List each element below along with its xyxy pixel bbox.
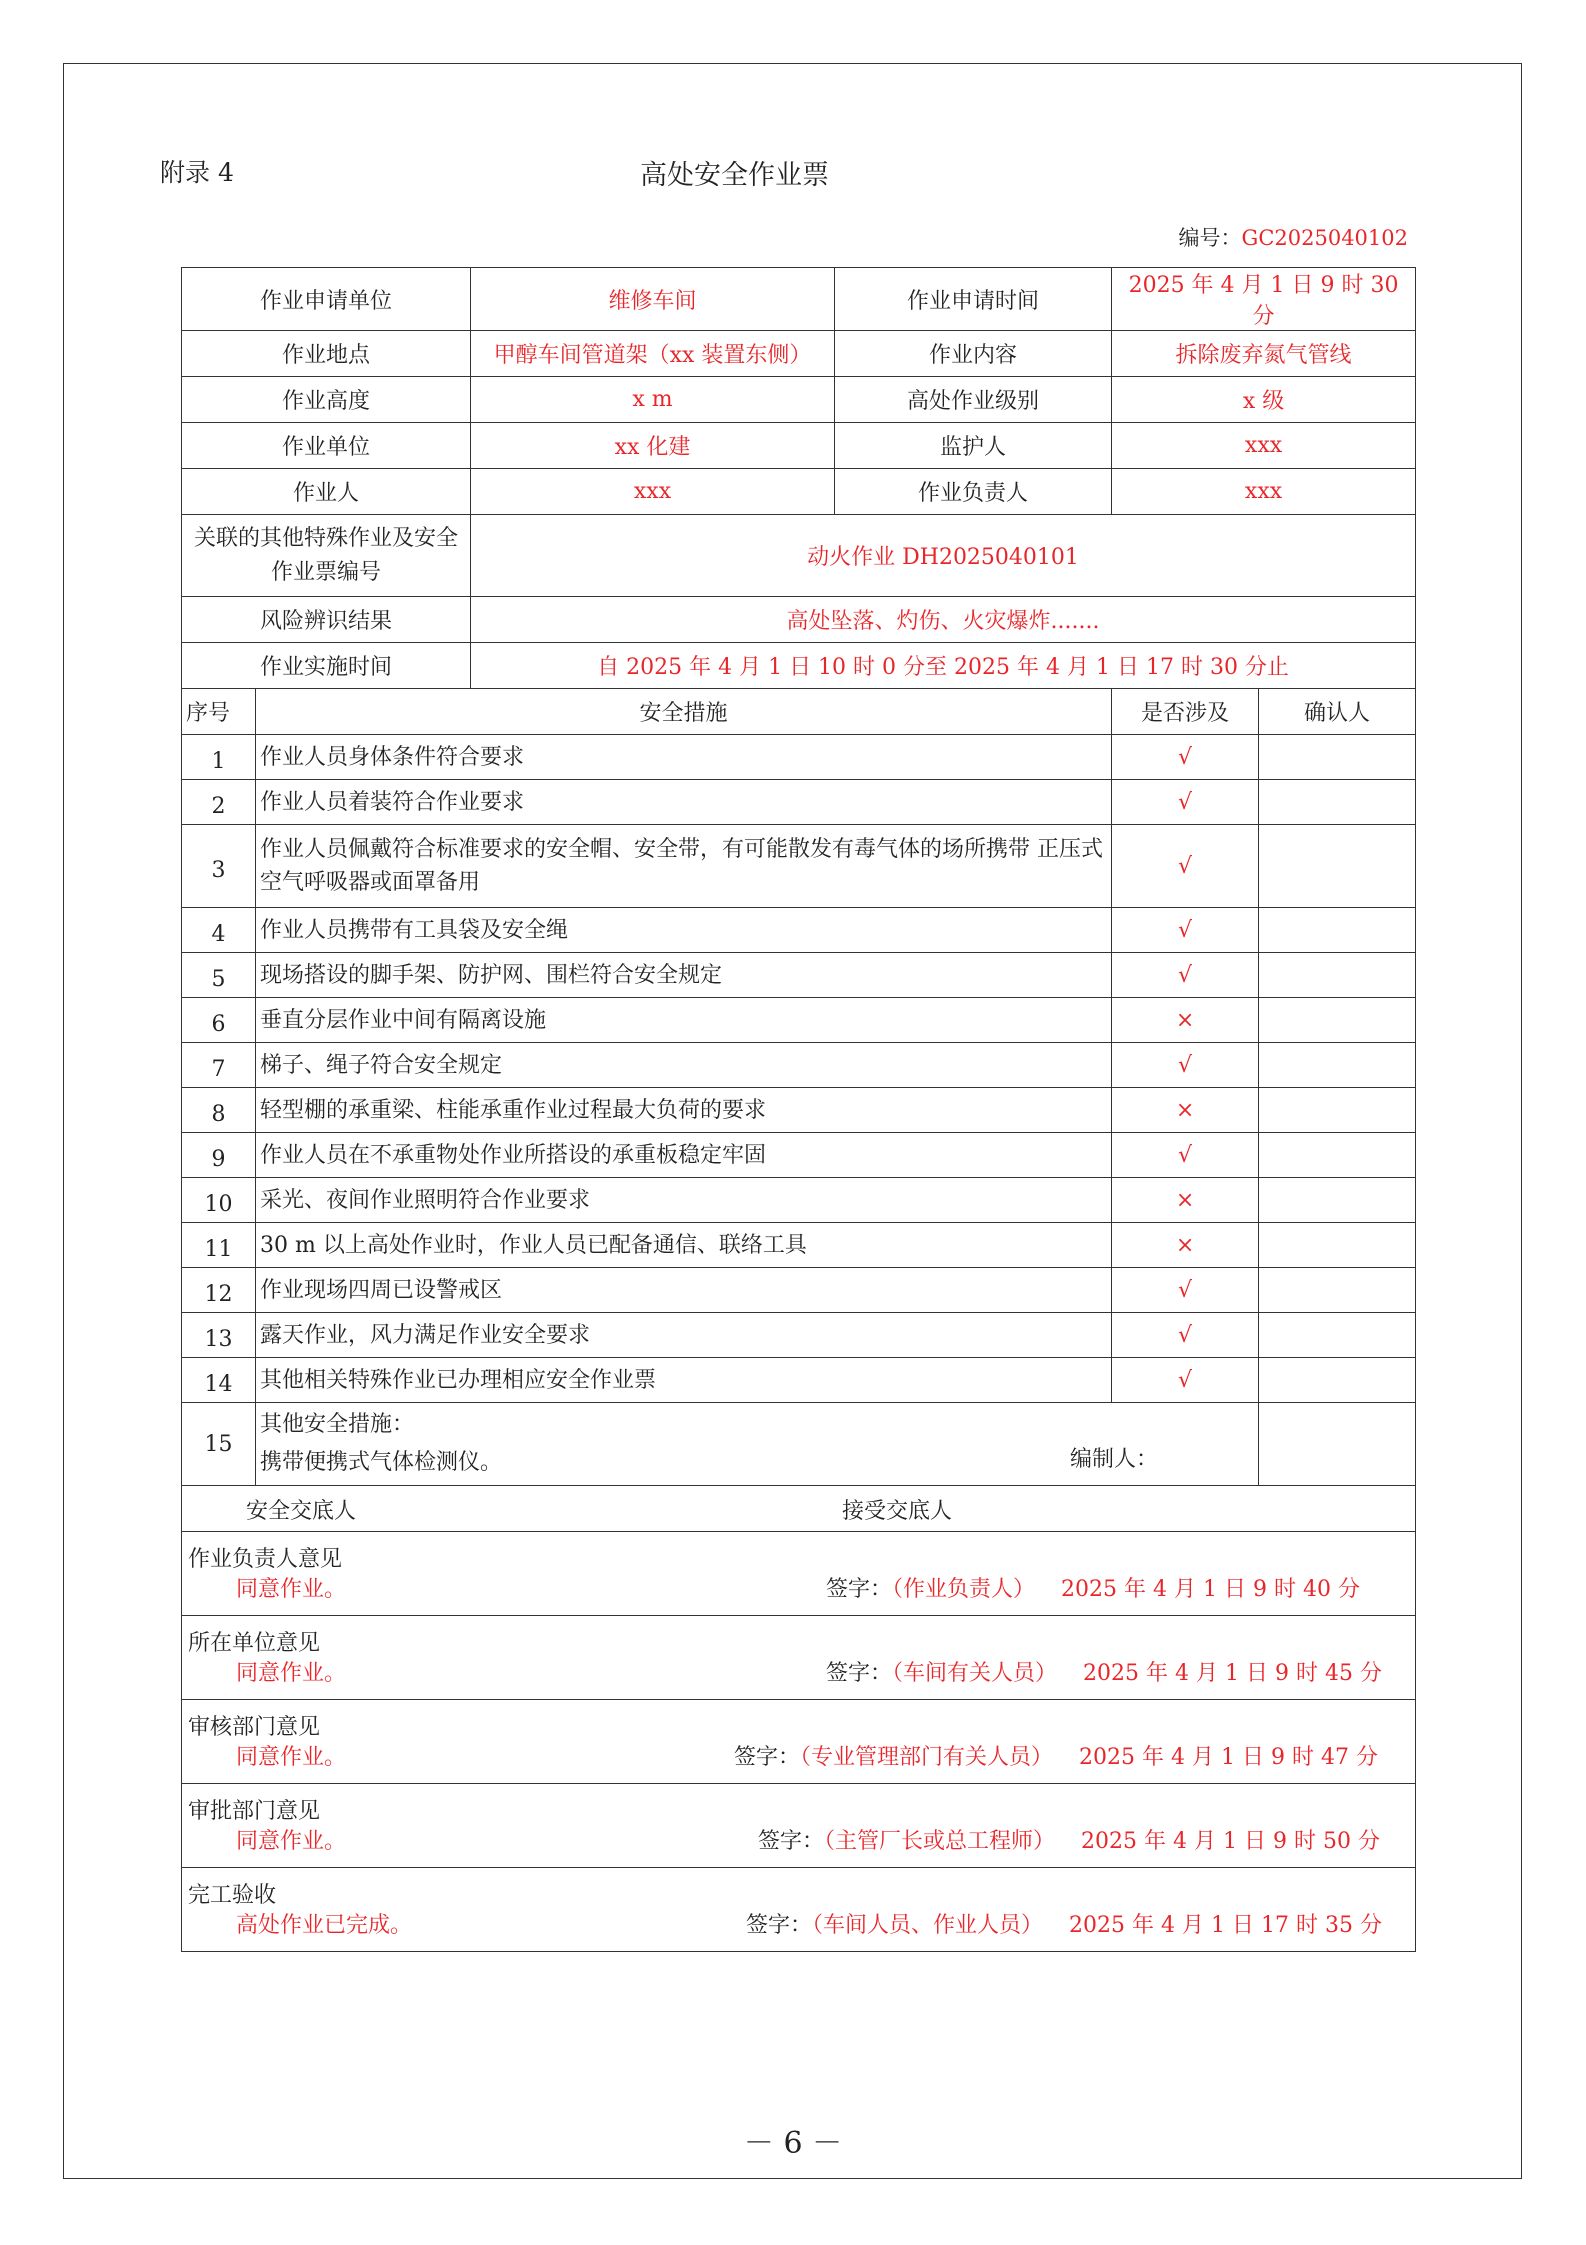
- measure-confirmer-cell: [1259, 908, 1416, 953]
- measure-row: [182, 825, 1416, 908]
- other-confirmer-cell: [1259, 1403, 1416, 1486]
- opinion-title: 审核部门意见: [188, 1715, 321, 1740]
- signature-label: 签字：: [826, 1661, 893, 1686]
- signature-label: 签字：: [758, 1829, 825, 1854]
- measure-confirmer-cell: [1259, 1268, 1416, 1313]
- measure-text: 现场搭设的脚手架、防护网、围栏符合安全规定: [256, 953, 1112, 998]
- measure-text: 垂直分层作业中间有隔离设施: [256, 998, 1112, 1043]
- measure-row: [182, 1088, 1416, 1133]
- measure-no: 14: [182, 1358, 256, 1403]
- level-value: x 级: [1112, 377, 1416, 423]
- measure-involved-mark: √: [1112, 1043, 1259, 1088]
- measure-text: 作业人员着装符合作业要求: [256, 780, 1112, 825]
- signature-label: 签字：: [746, 1913, 813, 1938]
- measure-involved-mark: ×: [1112, 1088, 1259, 1133]
- measure-text: 梯子、绳子符合安全规定: [256, 1043, 1112, 1088]
- measure-involved-mark: √: [1112, 1133, 1259, 1178]
- col-header-no: 序号: [182, 689, 256, 735]
- opinion-text: 高处作业已完成。: [236, 1913, 413, 1938]
- measure-no: 11: [182, 1223, 256, 1268]
- measure-row: [182, 1043, 1416, 1088]
- measure-text: 30 m 以上高处作业时，作业人员已配备通信、联络工具: [256, 1223, 1112, 1268]
- measure-no: 1: [182, 735, 256, 780]
- opinions-list: [182, 1532, 1416, 1952]
- signer: （车间有关人员）: [892, 1661, 1058, 1686]
- measure-text: 作业人员在不承重物处作业所搭设的承重板稳定牢固: [256, 1133, 1112, 1178]
- opinion-row: [182, 1868, 1416, 1952]
- signer: （专业管理部门有关人员）: [800, 1745, 1054, 1770]
- ticket-number-value: GC2025040102: [1241, 226, 1408, 250]
- signature-time: 2025 年 4 月 1 日 17 时 35 分: [1069, 1913, 1382, 1938]
- opinion-signature: [826, 1656, 1382, 1687]
- period-label: 作业实施时间: [182, 643, 471, 689]
- opinion-title: 完工验收: [188, 1883, 277, 1908]
- leader-value: xxx: [1112, 469, 1416, 515]
- other-measures-text: 携带便携式气体检测仪。: [260, 1450, 503, 1475]
- measure-confirmer-cell: [1259, 1358, 1416, 1403]
- ticket-number-label: 编号：: [1178, 226, 1242, 250]
- permit-table: [181, 267, 1416, 1952]
- measure-no-15: 15: [182, 1403, 256, 1486]
- measure-involved-mark: √: [1112, 953, 1259, 998]
- measure-no: 4: [182, 908, 256, 953]
- opinion-text: 同意作业。: [236, 1745, 347, 1770]
- measure-text: 作业人员身体条件符合要求: [256, 735, 1112, 780]
- risk-value: 高处坠落、灼伤、火灾爆炸.......: [471, 597, 1416, 643]
- guardian-value: xxx: [1112, 423, 1416, 469]
- level-label: 高处作业级别: [835, 377, 1112, 423]
- height-label: 作业高度: [182, 377, 471, 423]
- measure-row: [182, 953, 1416, 998]
- opinion-cell: [182, 1700, 1416, 1784]
- measure-row: [182, 1358, 1416, 1403]
- signature-label: 签字：: [734, 1745, 801, 1770]
- measure-no: 7: [182, 1043, 256, 1088]
- page-number: － 6 －: [743, 2126, 843, 2161]
- measure-no: 8: [182, 1088, 256, 1133]
- other-measures: [256, 1403, 1259, 1486]
- apply-time-value: 2025 年 4 月 1 日 9 时 30 分: [1112, 268, 1416, 331]
- measure-text: 作业现场四周已设警戒区: [256, 1268, 1112, 1313]
- height-value: x m: [471, 377, 835, 423]
- work-unit-label: 作业单位: [182, 423, 471, 469]
- measure-involved-mark: √: [1112, 825, 1259, 908]
- measure-no: 5: [182, 953, 256, 998]
- measure-row: [182, 1313, 1416, 1358]
- measure-no: 2: [182, 780, 256, 825]
- measure-involved-mark: ×: [1112, 1223, 1259, 1268]
- measure-no: 6: [182, 998, 256, 1043]
- measure-row: [182, 735, 1416, 780]
- measure-text: 作业人员携带有工具袋及安全绳: [256, 908, 1112, 953]
- handover-row: [182, 1486, 1416, 1532]
- measure-involved-mark: ×: [1112, 998, 1259, 1043]
- signature-time: 2025 年 4 月 1 日 9 时 40 分: [1061, 1577, 1360, 1602]
- opinion-text: 同意作业。: [236, 1577, 347, 1602]
- measure-involved-mark: √: [1112, 1313, 1259, 1358]
- measure-no: 13: [182, 1313, 256, 1358]
- opinion-title: 所在单位意见: [188, 1631, 321, 1656]
- measure-confirmer-cell: [1259, 1043, 1416, 1088]
- opinion-cell: [182, 1784, 1416, 1868]
- measure-row: [182, 1223, 1416, 1268]
- opinion-title: 作业负责人意见: [188, 1547, 343, 1572]
- col-header-involved: 是否涉及: [1112, 689, 1259, 735]
- measure-text: 采光、夜间作业照明符合作业要求: [256, 1178, 1112, 1223]
- measures-list: [182, 735, 1416, 1403]
- ticket-number: [1179, 222, 1408, 252]
- worker-value: xxx: [471, 469, 835, 515]
- location-label: 作业地点: [182, 331, 471, 377]
- measure-row: [182, 1133, 1416, 1178]
- signature-time: 2025 年 4 月 1 日 9 时 47 分: [1079, 1745, 1378, 1770]
- measure-row: [182, 908, 1416, 953]
- handover-receiver-label: 接受交底人: [842, 1499, 953, 1524]
- other-measures-label: 其他安全措施：: [260, 1412, 415, 1437]
- measure-confirmer-cell: [1259, 1223, 1416, 1268]
- period-value: 自 2025 年 4 月 1 日 10 时 0 分至 2025 年 4 月 1 日 17 时 30 分止: [471, 643, 1416, 689]
- measure-confirmer-cell: [1259, 1178, 1416, 1223]
- opinion-signature: [826, 1572, 1360, 1603]
- editor-label: 编制人：: [1070, 1447, 1159, 1472]
- measure-involved-mark: √: [1112, 1268, 1259, 1313]
- measure-confirmer-cell: [1259, 998, 1416, 1043]
- measure-text: 其他相关特殊作业已办理相应安全作业票: [256, 1358, 1112, 1403]
- measure-confirmer-cell: [1259, 953, 1416, 998]
- related-value: 动火作业 DH2025040101: [471, 515, 1416, 597]
- measure-confirmer-cell: [1259, 1133, 1416, 1178]
- opinion-title: 审批部门意见: [188, 1799, 321, 1824]
- measure-text: 轻型棚的承重梁、柱能承重作业过程最大负荷的要求: [256, 1088, 1112, 1133]
- appendix-label: 附录 4: [160, 158, 234, 187]
- guardian-label: 监护人: [835, 423, 1112, 469]
- opinion-cell: [182, 1532, 1416, 1616]
- signature-label: 签字：: [826, 1577, 893, 1602]
- opinion-signature: [746, 1908, 1382, 1939]
- opinion-signature: [734, 1740, 1378, 1771]
- opinion-text: 同意作业。: [236, 1829, 347, 1854]
- measure-involved-mark: √: [1112, 780, 1259, 825]
- opinion-row: [182, 1700, 1416, 1784]
- related-label: 关联的其他特殊作业及安全作业票编号: [182, 515, 471, 597]
- col-header-confirmer: 确认人: [1259, 689, 1416, 735]
- measure-involved-mark: √: [1112, 735, 1259, 780]
- measure-confirmer-cell: [1259, 780, 1416, 825]
- opinion-row: [182, 1784, 1416, 1868]
- measure-involved-mark: √: [1112, 908, 1259, 953]
- signer: （主管厂长或总工程师）: [824, 1829, 1056, 1854]
- worker-label: 作业人: [182, 469, 471, 515]
- opinion-row: [182, 1616, 1416, 1700]
- page-title: 高处安全作业票: [640, 160, 829, 191]
- measure-row: [182, 1268, 1416, 1313]
- handover-giver-label: 安全交底人: [246, 1499, 357, 1524]
- location-value: 甲醇车间管道架（xx 装置东侧）: [471, 331, 835, 377]
- measure-confirmer-cell: [1259, 1088, 1416, 1133]
- measure-row: [182, 998, 1416, 1043]
- measure-no: 12: [182, 1268, 256, 1313]
- col-header-measure: 安全措施: [256, 689, 1112, 735]
- work-unit-value: xx 化建: [471, 423, 835, 469]
- measure-involved-mark: √: [1112, 1358, 1259, 1403]
- signature-time: 2025 年 4 月 1 日 9 时 45 分: [1083, 1661, 1382, 1686]
- opinion-cell: [182, 1868, 1416, 1952]
- signer: （作业负责人）: [892, 1577, 1036, 1602]
- opinion-signature: [758, 1824, 1380, 1855]
- risk-label: 风险辨识结果: [182, 597, 471, 643]
- opinion-text: 同意作业。: [236, 1661, 347, 1686]
- leader-label: 作业负责人: [835, 469, 1112, 515]
- content-value: 拆除废弃氮气管线: [1112, 331, 1416, 377]
- measure-no: 9: [182, 1133, 256, 1178]
- measure-row: [182, 780, 1416, 825]
- opinion-cell: [182, 1616, 1416, 1700]
- measure-row: [182, 1178, 1416, 1223]
- measure-confirmer-cell: [1259, 825, 1416, 908]
- apply-unit-label: 作业申请单位: [182, 268, 471, 331]
- measure-no: 10: [182, 1178, 256, 1223]
- measure-confirmer-cell: [1259, 735, 1416, 780]
- content-label: 作业内容: [835, 331, 1112, 377]
- measure-involved-mark: ×: [1112, 1178, 1259, 1223]
- apply-time-label: 作业申请时间: [835, 268, 1112, 331]
- measure-text: 作业人员佩戴符合标准要求的安全帽、安全带，有可能散发有毒气体的场所携带 正压式空气呼吸器或面罩备用: [256, 825, 1112, 908]
- signature-time: 2025 年 4 月 1 日 9 时 50 分: [1081, 1829, 1380, 1854]
- measure-text: 露天作业，风力满足作业安全要求: [256, 1313, 1112, 1358]
- apply-unit-value: 维修车间: [471, 268, 835, 331]
- opinion-row: [182, 1532, 1416, 1616]
- measure-no: 3: [182, 825, 256, 908]
- measure-confirmer-cell: [1259, 1313, 1416, 1358]
- signer: （车间人员、作业人员）: [812, 1913, 1044, 1938]
